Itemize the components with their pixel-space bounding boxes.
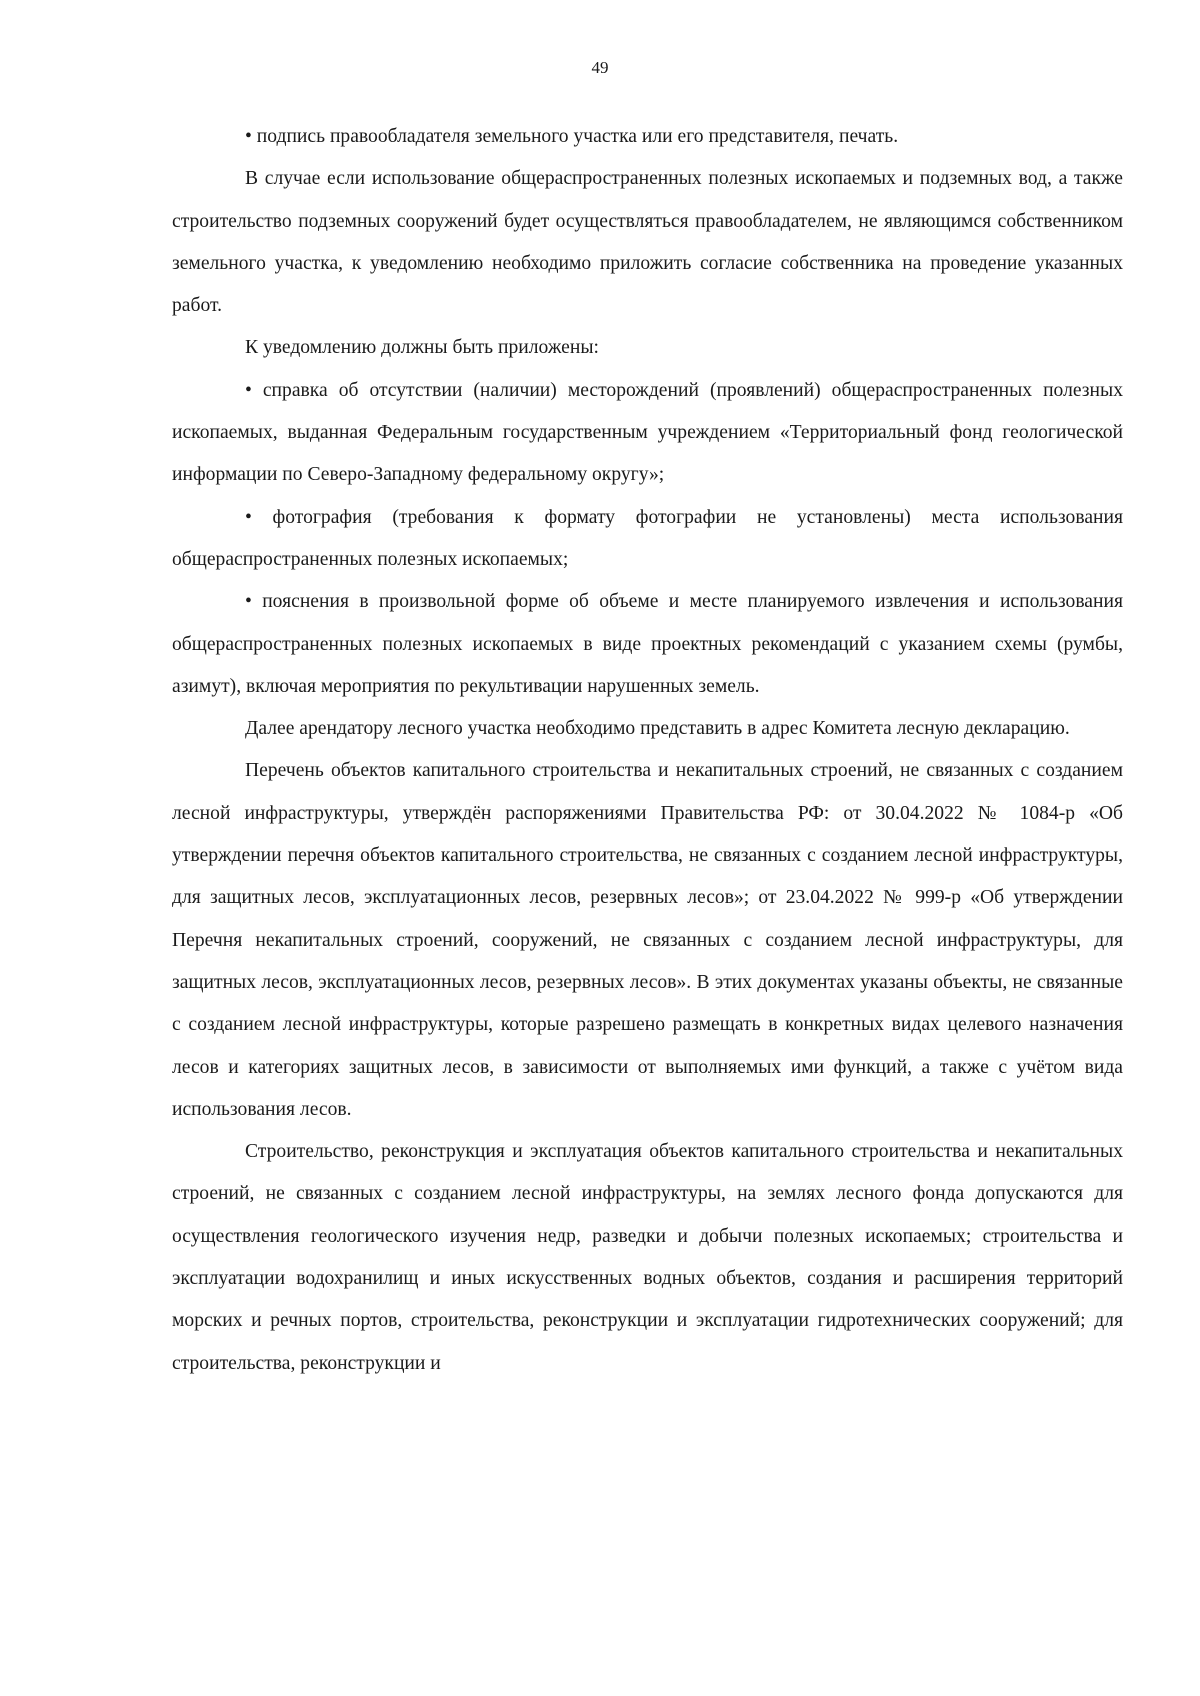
paragraph-objects-list: Перечень объектов капитального строительства и некапитальных строений, не связанных с созданием лесной инфраструктуры, утверждён распоряжениями Правительства РФ: от 30.04.2022 № 1084-р «Об утверждении перечня объектов капитального строительства, не связанных с созданием лесной инфраструктуры, для защитных лесов, эксплуатационных лесов, резервных лесов»; от 23.04.2022 № 999-р «Об утверждении Перечня некапитальных строений, сооружений, не связанных с созданием лесной инфраструктуры, для защитных лесов, эксплуатационных лесов, резервных лесов». В этих документах указаны объекты, не связанные с созданием лесной инфраструктуры, которые разрешено размещать в конкретных видах целевого назначения лесов и категориях защитных лесов, в зависимости от выполняемых ими функций, а также с учётом вида использования лесов.	[172, 760, 1123, 1120]
paragraph-photo-item: • фотография (требования к формату фотографии не установлены) места использования общераспространенных полезных ископаемых;	[172, 506, 1123, 570]
document-body	[172, 116, 1123, 1385]
paragraph-construction-rules: Строительство, реконструкция и эксплуатация объектов капитального строительства и некапитальных строений, не связанных с созданием лесной инфраструктуры, на землях лесного фонда допускаются для осуществления геологического изучения недр, разведки и добычи полезных ископаемых; строительства и эксплуатации водохранилищ и иных искусственных водных объектов, создания и расширения территорий морских и речных портов, строительства, реконструкции и эксплуатации гидротехнических сооружений; для строительства, реконструкции и	[172, 1141, 1123, 1374]
paragraph-attachments-intro: К уведомлению должны быть приложены:	[245, 337, 599, 359]
paragraph-forest-declaration: Далее арендатору лесного участка необходимо представить в адрес Комитета лесную декларацию.	[245, 718, 1070, 740]
paragraph-explanation-item: • пояснения в произвольной форме об объеме и месте планируемого извлечения и использования общераспространенных полезных ископаемых в виде проектных рекомендаций с указанием схемы (румбы, азимут), включая мероприятия по рекультивации нарушенных земель.	[172, 591, 1123, 697]
paragraph-certificate-item: • справка об отсутствии (наличии) месторождений (проявлений) общераспространенных полезных ископаемых, выданная Федеральным государственным учреждением «Территориальный фонд геологической информации по Северо-Западному федеральному округу»;	[172, 379, 1123, 486]
paragraph-owner-consent: В случае если использование общераспространенных полезных ископаемых и подземных вод, а также строительство подземных сооружений будет осуществляться правообладателем, не являющимся собственником земельного участка, к уведомлению необходимо приложить согласие собственника на проведение указанных работ.	[172, 168, 1123, 317]
paragraph-signature-item: • подпись правообладателя земельного участка или его представителя, печать.	[245, 126, 899, 147]
page-number: 49	[591, 58, 609, 77]
